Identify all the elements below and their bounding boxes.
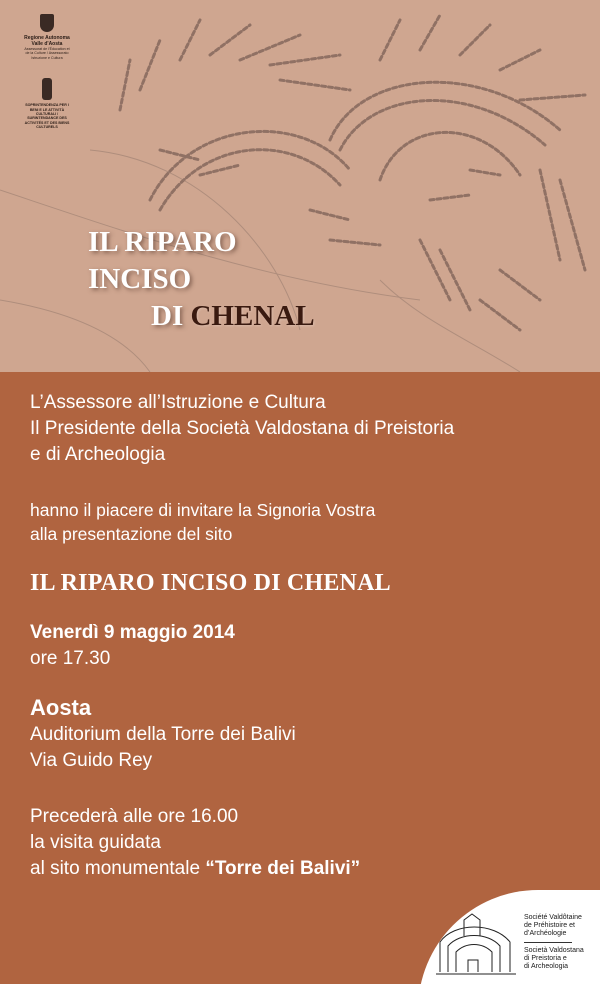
region-subtitle: Assessorat de l'Éducation et de la Culture / Assessorato Istruzione e Cultura xyxy=(24,47,70,60)
pre-visit-line-2: la visita guidata xyxy=(30,832,161,853)
host-line-3: e di Archeologia xyxy=(30,444,166,465)
pre-visit-site-name: “Torre dei Balivi” xyxy=(205,858,361,879)
hero-title-line-3 xyxy=(88,298,315,335)
society-fr-line-3: d’Archéologie xyxy=(524,930,567,937)
soprintendenza-name: SOPRINTENDENZA PER I BENI E LE ATTIVITÀ CULTURALI / SURINTENDANCE DES ACTIVITÉS ET DES BIENS CULTURELS xyxy=(24,103,70,130)
society-name-fr xyxy=(524,914,582,938)
host-line-2: Il Presidente della Società Valdostana di Preistoria xyxy=(30,418,455,439)
invite-line-1: hanno il piacere di invitare la Signoria Vostra xyxy=(30,500,376,520)
hero-title-line-1: IL RIPARO xyxy=(88,226,237,258)
host-line-1: L’Assessore all’Istruzione e Cultura xyxy=(30,392,326,413)
pre-visit-line-3-text: al sito monumentale xyxy=(30,858,206,879)
society-it-line-2: di Preistoria e xyxy=(524,955,567,962)
region-name: Regione Autonoma Valle d'Aosta xyxy=(24,35,70,47)
society-name-it xyxy=(524,947,584,971)
society-divider xyxy=(524,942,572,943)
society-it-line-3: di Archeologia xyxy=(524,963,568,970)
pre-visit-line-1: Precederà alle ore 16.00 xyxy=(30,806,239,827)
event-city: Aosta xyxy=(30,695,92,720)
soprintendenza-logo xyxy=(24,78,70,129)
event-address: Via Guido Rey xyxy=(30,750,153,771)
region-logo xyxy=(24,14,70,60)
event-title: IL RIPARO INCISO DI CHENAL xyxy=(30,570,391,596)
pre-visit-line-3 xyxy=(30,856,590,882)
hero-title-chenal: CHENAL xyxy=(190,300,315,332)
society-fr-line-2: de Préhistoire et xyxy=(524,922,575,929)
hero-title xyxy=(88,224,315,335)
region-crest-icon xyxy=(40,14,54,32)
soprintendenza-emblem-icon xyxy=(42,78,52,100)
event-time: ore 17.30 xyxy=(30,648,111,669)
hero-title-di: DI xyxy=(151,300,191,332)
hero-panel xyxy=(0,0,600,372)
society-fr-line-1: Société Valdôtaine xyxy=(524,914,582,921)
society-tower-logo-icon xyxy=(434,912,520,978)
hero-title-line-2: INCISO xyxy=(88,263,192,295)
event-date: Venerdì 9 maggio 2014 xyxy=(30,622,235,643)
invite-line-2: alla presentazione del sito xyxy=(30,524,233,544)
invitation-text xyxy=(30,390,590,882)
society-it-line-1: Società Valdostana xyxy=(524,947,584,954)
institution-logos xyxy=(24,14,70,138)
event-venue: Auditorium della Torre dei Balivi xyxy=(30,724,296,745)
